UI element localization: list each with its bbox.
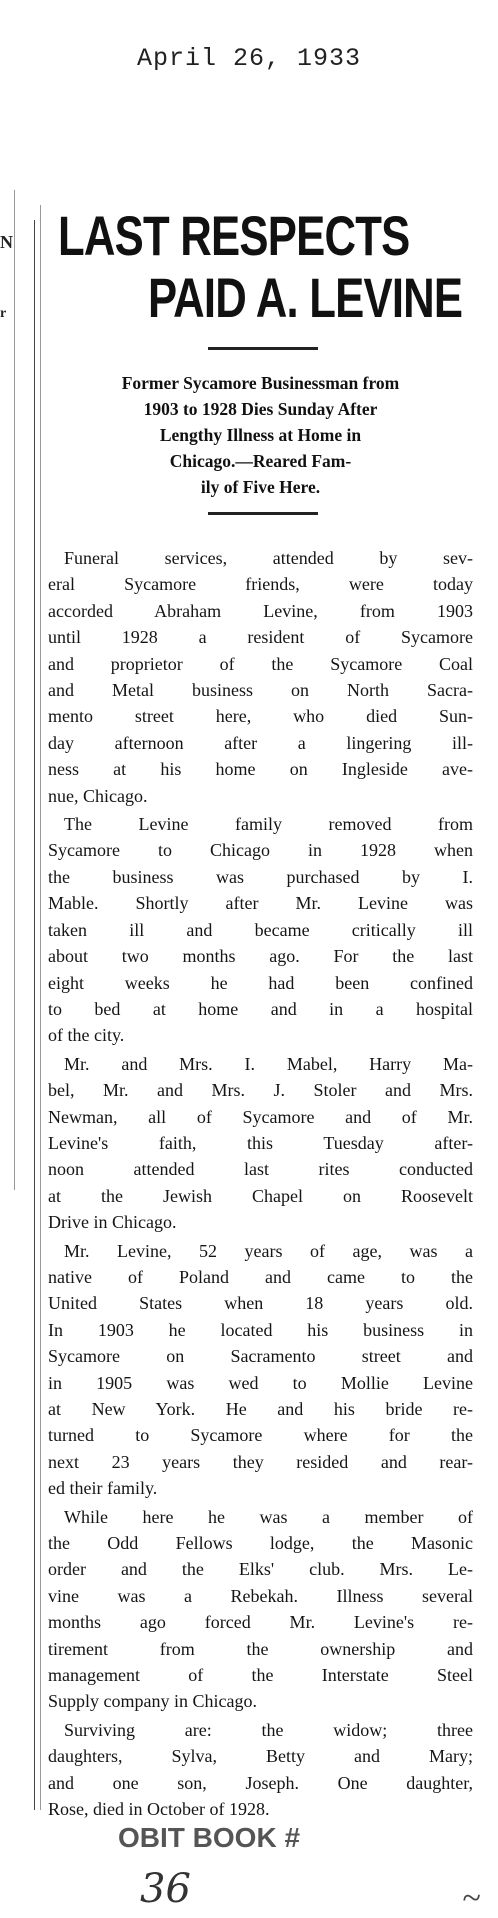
article-line: noon attended last rites conducted <box>48 1159 473 1180</box>
article-line: While here he was a member of <box>64 1506 473 1527</box>
edge-letter: r <box>0 306 7 321</box>
article-line: order and the Elks' club. Mrs. Le- <box>48 1559 473 1580</box>
handwritten-corner-mark: ~ <box>462 1880 481 1917</box>
article-line: Sycamore on Sacramento street and <box>48 1346 473 1367</box>
article-line: and proprietor of the Sycamore Coal <box>48 653 473 674</box>
adjacent-clipping-edge <box>0 190 15 1190</box>
article-line: at New York. He and his bride re- <box>48 1399 473 1419</box>
clipping-date: April 26, 1933 <box>136 44 362 73</box>
article-line: tirement from the ownership and <box>48 1638 473 1659</box>
article-line: and Metal business on North Sacra- <box>48 680 473 701</box>
article-line: eral Sycamore friends, were today <box>48 574 473 595</box>
headline-line-1: LAST RESPECTS <box>58 204 410 267</box>
article-paragraph <box>48 1717 473 1823</box>
article-line: Funeral services, attended by sev- <box>64 548 473 568</box>
article-line: ness at his home on Ingleside ave- <box>48 759 473 780</box>
newspaper-clipping <box>48 205 473 1825</box>
subhead-line: ily of Five Here. <box>200 477 321 497</box>
article-line: the Odd Fellows lodge, the Masonic <box>48 1533 473 1554</box>
subhead-line: 1903 to 1928 Dies Sunday After <box>143 399 378 419</box>
article-line: Levine's faith, this Tuesday after- <box>48 1132 473 1153</box>
article-body <box>48 545 473 1823</box>
article-line: next 23 years they resided and rear- <box>48 1451 473 1472</box>
obit-book-stamp: OBIT BOOK # <box>118 1822 301 1853</box>
column-rule <box>34 220 35 1810</box>
article-line: Rose, died in October of 1928. <box>48 1799 270 1820</box>
article-line: Newman, all of Sycamore and of Mr. <box>48 1106 473 1127</box>
headline-divider <box>208 347 318 350</box>
edge-letter: N <box>0 232 13 252</box>
article-line: until 1928 a resident of Sycamore <box>48 627 473 648</box>
article-line: eight weeks he had been confined <box>48 972 473 993</box>
handwritten-page-number: 36 <box>140 1866 191 1912</box>
article-line: daughters, Sylva, Betty and Mary; <box>48 1746 473 1767</box>
article-line: day afternoon after a lingering ill- <box>48 732 473 753</box>
article-line: vine was a Rebekah. Illness several <box>48 1585 473 1606</box>
article-line: ed their family. <box>48 1478 158 1499</box>
article-line: Surviving are: the widow; three <box>64 1719 473 1740</box>
article-line: of the city. <box>48 1025 125 1046</box>
subheadline <box>56 370 465 500</box>
subhead-line: Lengthy Illness at Home in <box>159 425 362 445</box>
article-line: nue, Chicago. <box>48 785 148 806</box>
headline-line-2: PAID A. LEVINE <box>148 266 463 329</box>
article-line: management of the Interstate Steel <box>48 1665 473 1686</box>
article-line: in 1905 was wed to Mollie Levine <box>48 1372 473 1393</box>
article-line: The Levine family removed from <box>64 814 473 835</box>
article-paragraph <box>48 1238 473 1502</box>
article-line: at the Jewish Chapel on Roosevelt <box>48 1185 473 1206</box>
article-line: Supply company in Chicago. <box>48 1691 257 1712</box>
article-paragraph <box>48 1504 473 1715</box>
article-line: turned to Sycamore where for the <box>48 1425 473 1446</box>
article-line: In 1903 he located his business in <box>48 1319 473 1340</box>
article-paragraph <box>48 811 473 1049</box>
article-line: to bed at home and in a hospital <box>48 998 473 1019</box>
article-line: bel, Mr. and Mrs. J. Stoler and Mrs. <box>48 1080 473 1101</box>
subhead-divider <box>208 512 318 515</box>
article-line: Mable. Shortly after Mr. Levine was <box>48 893 473 914</box>
article-line: Drive in Chicago. <box>48 1212 177 1233</box>
article-line: months ago forced Mr. Levine's re- <box>48 1612 473 1633</box>
article-line: taken ill and became critically ill <box>48 919 473 940</box>
article-line: accorded Abraham Levine, from 1903 <box>48 600 473 621</box>
article-line: about two months ago. For the last <box>48 946 473 967</box>
article-line: United States when 18 years old. <box>48 1293 473 1314</box>
article-line: Mr. Levine, 52 years of age, was a <box>64 1240 473 1261</box>
article-line: Sycamore to Chicago in 1928 when <box>48 840 473 861</box>
column-rule <box>40 205 41 1810</box>
article-line: the business was purchased by I. <box>48 866 473 887</box>
article-paragraph <box>48 545 473 809</box>
article-line: native of Poland and came to the <box>48 1266 473 1287</box>
article-paragraph <box>48 1051 473 1236</box>
subhead-line: Chicago.—Reared Fam- <box>169 451 352 471</box>
article-line: and one son, Joseph. One daughter, <box>48 1772 473 1793</box>
subhead-line: Former Sycamore Businessman from <box>121 373 400 393</box>
article-line: mento street here, who died Sun- <box>48 706 473 727</box>
article-line: Mr. and Mrs. I. Mabel, Harry Ma- <box>64 1053 473 1074</box>
